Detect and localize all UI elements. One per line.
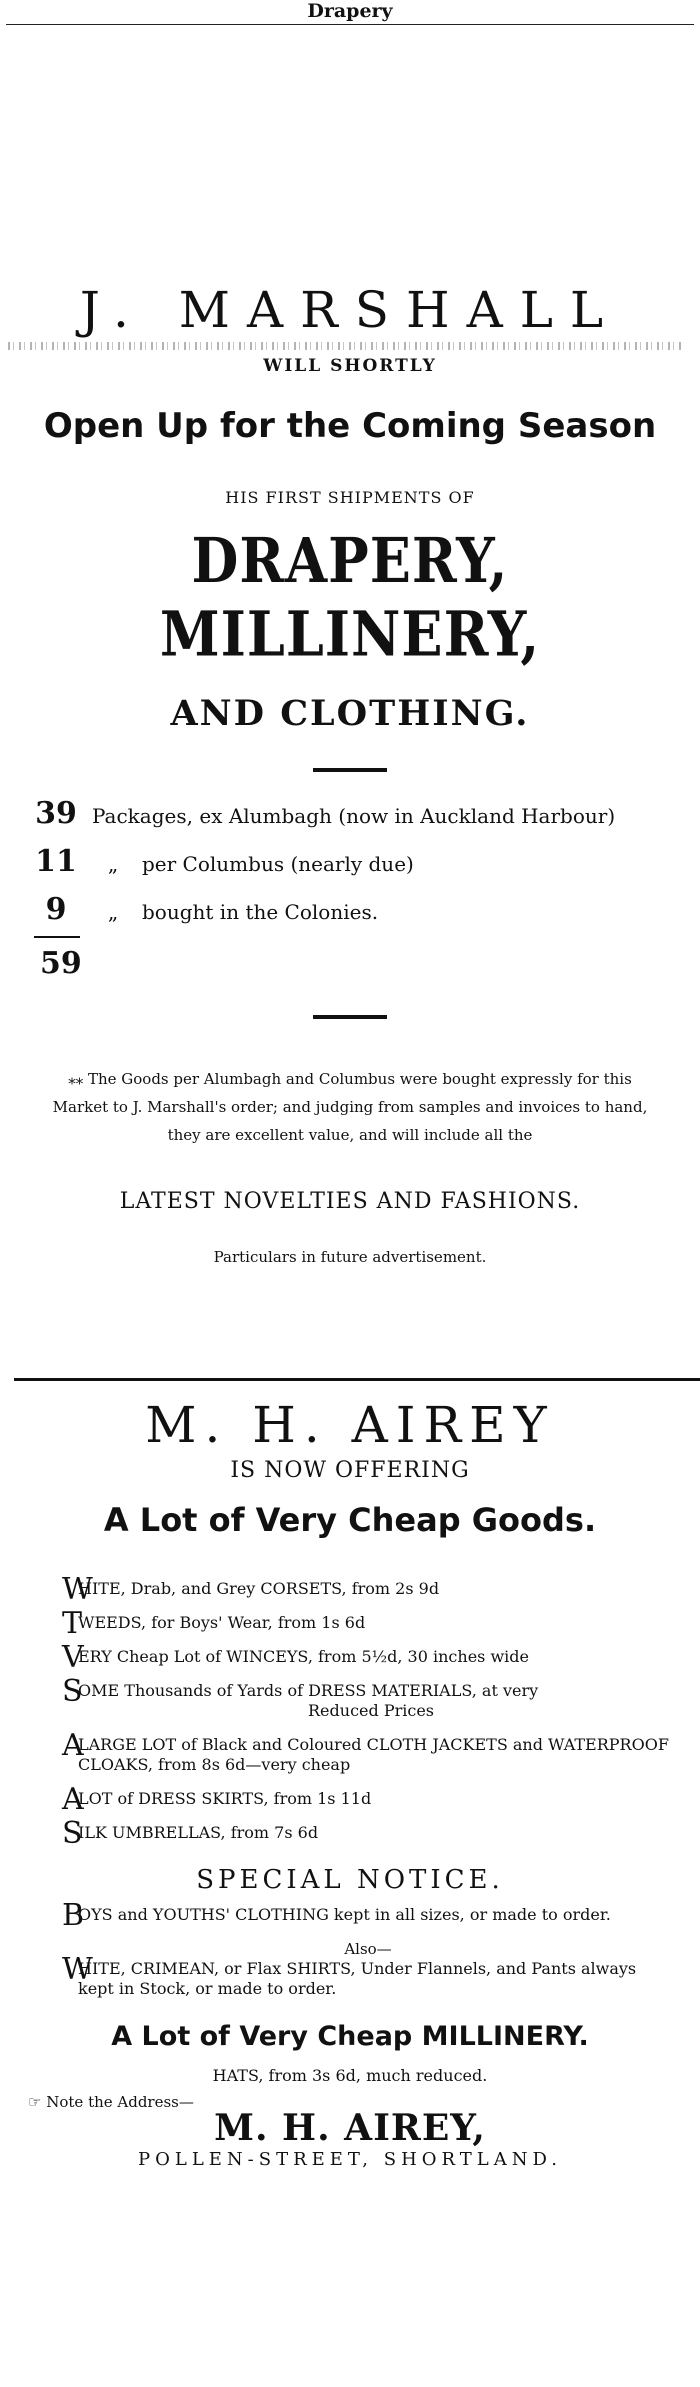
goods-heading: DRAPERY, MILLINERY, — [159, 523, 541, 671]
item-text: WEEDS, for Boys' Wear, from 1s 6d — [78, 1613, 366, 1632]
hats-line: HATS, from 3s 6d, much reduced. — [212, 2066, 488, 2085]
marshall-advertisement — [0, 280, 700, 1266]
latest-novelties: LATEST NOVELTIES AND FASHIONS. — [119, 1189, 581, 1214]
list-item — [62, 1898, 674, 1933]
goods-note — [44, 1065, 656, 1149]
note-text: The Goods per Alumbagh and Columbus were bought expressly for this Market to J. Marshall's order; and judging from samples and invoices to hand, they are excellent value, and will include all the — [52, 1070, 648, 1144]
list-item — [62, 1674, 674, 1721]
pointing-hand-icon: ☞ — [28, 2093, 42, 2111]
item-subtext: Reduced Prices — [308, 1701, 434, 1720]
package-desc: per Columbus (nearly due) — [142, 852, 414, 876]
millinery-heading: A Lot of Very Cheap MILLINERY. — [111, 2021, 589, 2052]
merchant-footer: M. H. AIREY, — [214, 2107, 486, 2149]
list-item — [62, 1728, 674, 1775]
list-item — [62, 1782, 674, 1817]
section-caption: Drapery — [307, 0, 393, 22]
short-rule — [313, 768, 387, 772]
drop-cap: T — [62, 1606, 83, 1641]
also-line: Also— — [344, 1940, 392, 1958]
drop-cap: A — [62, 1728, 84, 1763]
particulars: Particulars in future advertisement. — [213, 1248, 487, 1266]
drop-cap: W — [62, 1572, 93, 1607]
ad-divider — [14, 1378, 700, 1381]
item-text: ERY Cheap Lot of WINCEYS, from 5½d, 30 inches wide — [78, 1647, 529, 1666]
sum-rule — [34, 936, 80, 938]
print-speckle — [8, 342, 682, 350]
package-row — [28, 892, 700, 940]
list-item — [62, 1816, 674, 1851]
package-desc: bought in the Colonies. — [142, 900, 379, 924]
list-item — [62, 1640, 674, 1675]
merchant-name: M. H. AIREY — [145, 1396, 555, 1454]
drop-cap: W — [62, 1952, 93, 1987]
top-rule — [6, 24, 694, 25]
asterism: ⁎⁎ — [68, 1070, 84, 1088]
goods-list — [62, 1572, 674, 1851]
special-notice: SPECIAL NOTICE. — [196, 1865, 504, 1895]
package-desc: Packages, ex Alumbagh (now in Auckland Harbour) — [92, 804, 616, 828]
airey-advertisement — [0, 1390, 700, 2170]
list-item — [62, 1606, 674, 1641]
item-text: OME Thousands of Yards of DRESS MATERIALS, at very — [78, 1681, 539, 1700]
street-address: POLLEN-STREET, SHORTLAND. — [138, 2149, 562, 2170]
item-text: ILK UMBRELLAS, from 7s 6d — [78, 1823, 319, 1842]
drop-cap: S — [62, 1674, 83, 1709]
ditto-mark: „ — [107, 852, 119, 876]
drop-cap: S — [62, 1816, 83, 1851]
package-count: 39 — [35, 796, 77, 831]
address-note-text: Note the Address— — [46, 2093, 194, 2111]
drop-cap: V — [62, 1640, 84, 1675]
drop-cap: B — [62, 1898, 85, 1933]
offering-line: IS NOW OFFERING — [230, 1458, 470, 1483]
headline: A Lot of Very Cheap Goods. — [103, 1501, 597, 1539]
package-count: 9 — [45, 892, 67, 927]
package-count: 11 — [35, 844, 77, 879]
merchant-name: J. MARSHALL — [79, 281, 621, 339]
special-notice-body — [62, 1898, 674, 1999]
headline: Open Up for the Coming Season — [43, 406, 657, 446]
goods-heading-2: AND CLOTHING. — [170, 693, 530, 734]
package-total: 59 — [40, 946, 82, 981]
list-item — [62, 1572, 674, 1607]
package-row — [28, 796, 700, 844]
shipments-line: HIS FIRST SHIPMENTS OF — [225, 488, 475, 507]
will-shortly: WILL SHORTLY — [263, 356, 437, 376]
ditto-mark: „ — [107, 900, 119, 924]
package-row — [28, 844, 700, 892]
item-text: LOT of DRESS SKIRTS, from 1s 11d — [78, 1789, 372, 1808]
drop-cap: A — [62, 1782, 84, 1817]
package-list — [28, 796, 700, 981]
item-text: HITE, CRIMEAN, or Flax SHIRTS, Under Flannels, and Pants always kept in Stock, or made to order. — [78, 1959, 637, 1998]
short-rule — [313, 1015, 387, 1019]
item-text: HITE, Drab, and Grey CORSETS, from 2s 9d — [78, 1579, 440, 1598]
item-text: LARGE LOT of Black and Coloured CLOTH JACKETS and WATERPROOF CLOAKS, from 8s 6d—very cheap — [78, 1735, 669, 1774]
list-item — [62, 1952, 674, 1999]
item-text: OYS and YOUTHS' CLOTHING kept in all sizes, or made to order. — [78, 1905, 611, 1924]
